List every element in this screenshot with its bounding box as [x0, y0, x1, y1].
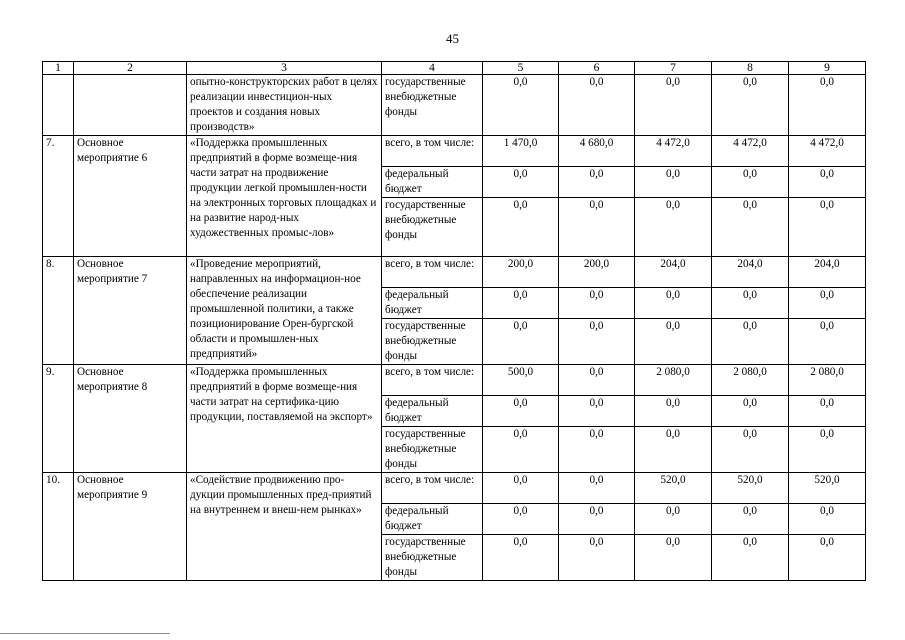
header-cell: 9 — [789, 62, 866, 75]
description-cell: опытно-конструкторских работ в целях реализации инвестицион-ных проектов и создания новых производств» — [187, 75, 382, 136]
activity-row — [43, 473, 866, 504]
description-cell: «Поддержка промышленных предприятий в форме возмеще-ния части затрат на сертифика-цию продукции, поставляемой на экспорт» — [187, 365, 382, 473]
value-cell: 0,0 — [559, 319, 635, 365]
description-cell: «Поддержка промышленных предприятий в форме возмеще-ния части затрат на продвижение продукции легкой промышлен-ности на электронных торговых площадках и на развитие народ-ных художественных промыс-лов» — [187, 136, 382, 257]
value-cell: 0,0 — [559, 427, 635, 473]
description-cell: «Содействие продвижению про-дукции промышленных пред-приятий на внутреннем и внеш-нем рынках» — [187, 473, 382, 581]
value-cell: 0,0 — [483, 535, 559, 581]
activity-row — [43, 136, 866, 167]
value-cell: 0,0 — [635, 396, 712, 427]
value-cell: 0,0 — [712, 288, 789, 319]
header-row — [43, 62, 866, 75]
value-cell: 204,0 — [635, 257, 712, 288]
source-cell: государственные внебюджетные фонды — [382, 75, 483, 136]
value-cell: 520,0 — [712, 473, 789, 504]
value-cell: 0,0 — [635, 504, 712, 535]
value-cell: 500,0 — [483, 365, 559, 396]
value-cell: 0,0 — [483, 288, 559, 319]
value-cell: 200,0 — [483, 257, 559, 288]
value-cell: 204,0 — [712, 257, 789, 288]
number-cell: 10. — [43, 473, 74, 581]
value-cell: 0,0 — [559, 396, 635, 427]
header-cell: 3 — [187, 62, 382, 75]
value-cell: 0,0 — [712, 198, 789, 257]
value-cell: 0,0 — [559, 167, 635, 198]
value-cell: 204,0 — [789, 257, 866, 288]
scan-edge-line — [0, 633, 170, 634]
value-cell: 0,0 — [635, 198, 712, 257]
value-cell: 0,0 — [712, 75, 789, 136]
source-cell: государственные внебюджетные фонды — [382, 535, 483, 581]
value-cell: 0,0 — [559, 198, 635, 257]
value-cell: 4 680,0 — [559, 136, 635, 167]
value-cell: 0,0 — [559, 75, 635, 136]
source-cell: всего, в том числе: — [382, 365, 483, 396]
budget-table — [42, 61, 866, 581]
name-cell: Основное мероприятие 9 — [74, 473, 187, 581]
value-cell: 2 080,0 — [789, 365, 866, 396]
value-cell: 520,0 — [789, 473, 866, 504]
source-cell: государственные внебюджетные фонды — [382, 427, 483, 473]
value-cell: 4 472,0 — [712, 136, 789, 167]
value-cell: 0,0 — [789, 535, 866, 581]
number-cell — [43, 75, 74, 136]
value-cell: 0,0 — [483, 427, 559, 473]
value-cell: 0,0 — [483, 473, 559, 504]
value-cell: 0,0 — [789, 319, 866, 365]
value-cell: 0,0 — [635, 535, 712, 581]
source-cell: всего, в том числе: — [382, 473, 483, 504]
value-cell: 0,0 — [712, 396, 789, 427]
header-cell: 4 — [382, 62, 483, 75]
value-cell: 0,0 — [483, 75, 559, 136]
source-cell: государственные внебюджетные фонды — [382, 319, 483, 365]
number-cell: 7. — [43, 136, 74, 257]
header-cell: 1 — [43, 62, 74, 75]
value-cell: 0,0 — [635, 75, 712, 136]
value-cell: 0,0 — [635, 427, 712, 473]
value-cell: 0,0 — [789, 427, 866, 473]
name-cell: Основное мероприятие 6 — [74, 136, 187, 257]
value-cell: 0,0 — [789, 198, 866, 257]
description-cell: «Проведение мероприятий, направленных на информацион-ное обеспечение реализации промышленной политики, а также позиционирование Орен-бургской области и промышлен-ных предприятий» — [187, 257, 382, 365]
activity-row — [43, 257, 866, 288]
header-cell: 2 — [74, 62, 187, 75]
value-cell: 2 080,0 — [635, 365, 712, 396]
header-cell: 7 — [635, 62, 712, 75]
value-cell: 520,0 — [635, 473, 712, 504]
value-cell: 0,0 — [789, 396, 866, 427]
value-cell: 2 080,0 — [712, 365, 789, 396]
value-cell: 0,0 — [635, 167, 712, 198]
page-number: 45 — [446, 31, 459, 46]
value-cell: 0,0 — [712, 427, 789, 473]
name-cell — [74, 75, 187, 136]
header-cell: 5 — [483, 62, 559, 75]
name-cell: Основное мероприятие 7 — [74, 257, 187, 365]
value-cell: 0,0 — [559, 473, 635, 504]
source-cell: государственные внебюджетные фонды — [382, 198, 483, 257]
value-cell: 200,0 — [559, 257, 635, 288]
activity-row — [43, 365, 866, 396]
value-cell: 0,0 — [635, 319, 712, 365]
value-cell: 0,0 — [559, 365, 635, 396]
source-cell: всего, в том числе: — [382, 257, 483, 288]
source-cell: федеральный бюджет — [382, 167, 483, 198]
value-cell: 0,0 — [483, 167, 559, 198]
source-cell: федеральный бюджет — [382, 396, 483, 427]
name-cell: Основное мероприятие 8 — [74, 365, 187, 473]
value-cell: 4 472,0 — [635, 136, 712, 167]
value-cell: 0,0 — [559, 535, 635, 581]
number-cell: 8. — [43, 257, 74, 365]
value-cell: 0,0 — [789, 167, 866, 198]
source-cell: федеральный бюджет — [382, 288, 483, 319]
value-cell: 0,0 — [483, 198, 559, 257]
value-cell: 0,0 — [483, 504, 559, 535]
header-cell: 8 — [712, 62, 789, 75]
value-cell: 0,0 — [559, 504, 635, 535]
header-cell: 6 — [559, 62, 635, 75]
value-cell: 0,0 — [483, 396, 559, 427]
value-cell: 0,0 — [559, 288, 635, 319]
value-cell: 1 470,0 — [483, 136, 559, 167]
value-cell: 0,0 — [712, 535, 789, 581]
continuation-row — [43, 75, 866, 136]
value-cell: 0,0 — [789, 288, 866, 319]
value-cell: 0,0 — [712, 504, 789, 535]
number-cell: 9. — [43, 365, 74, 473]
value-cell: 0,0 — [483, 319, 559, 365]
value-cell: 0,0 — [789, 504, 866, 535]
source-cell: федеральный бюджет — [382, 504, 483, 535]
value-cell: 4 472,0 — [789, 136, 866, 167]
value-cell: 0,0 — [635, 288, 712, 319]
source-cell: всего, в том числе: — [382, 136, 483, 167]
value-cell: 0,0 — [712, 167, 789, 198]
value-cell: 0,0 — [789, 75, 866, 136]
value-cell: 0,0 — [712, 319, 789, 365]
